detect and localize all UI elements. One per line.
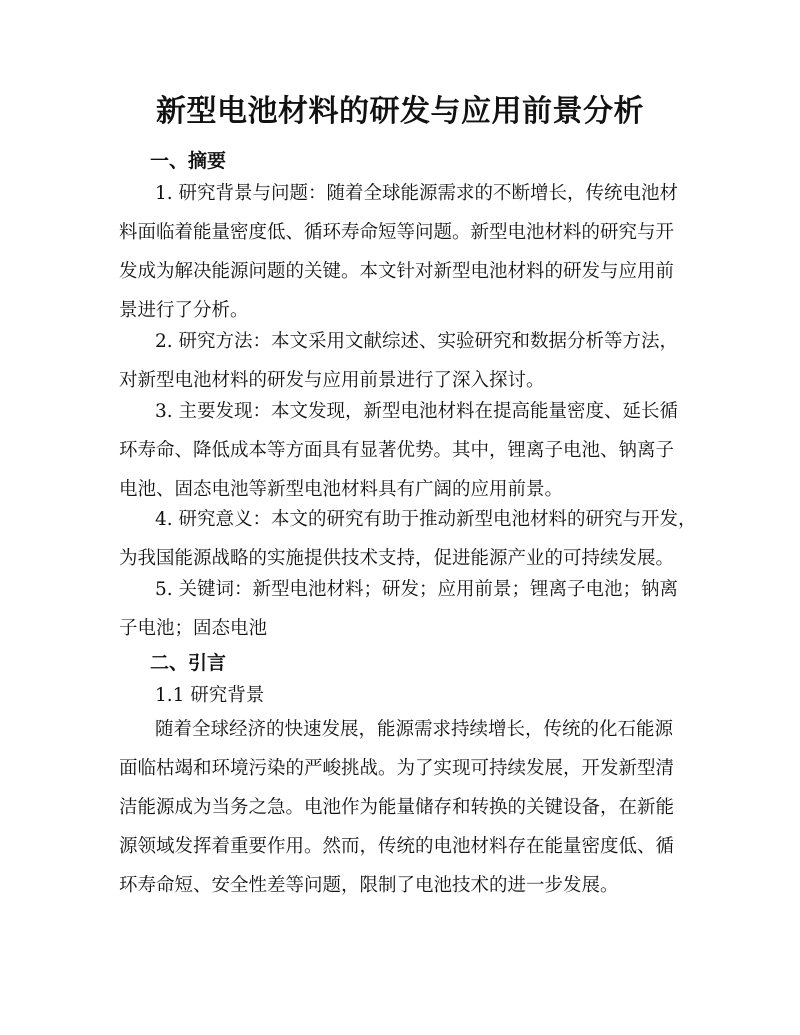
text-line: 景进行了分析。 <box>119 300 249 321</box>
text-line: 4. 研究意义：本文的研究有助于推动新型电池材料的研究与开发， <box>155 509 697 530</box>
text-line: 1. 研究背景与问题：随着全球能源需求的不断增长，传统电池材 <box>155 183 679 204</box>
abstract-paragraph-3 <box>119 392 689 509</box>
text-line: 5. 关键词：新型电池材料；研发；应用前景；锂离子电池；钠离 <box>155 579 679 600</box>
text-line: 发成为解决能源问题的关键。本文针对新型电池材料的研发与应用前 <box>119 261 675 282</box>
abstract-paragraph-2 <box>119 322 689 400</box>
text-line: 源领域发挥着重要作用。然而，传统的电池材料存在能量密度低、循 <box>119 836 675 857</box>
text-line: 2. 研究方法：本文采用文献综述、实验研究和数据分析等方法， <box>155 331 679 352</box>
text-line: 环寿命、降低成本等方面具有显著优势。其中，锂离子电池、钠离子 <box>119 440 675 461</box>
abstract-paragraph-1 <box>119 174 689 330</box>
text-line: 环寿命短、安全性差等问题，限制了电池技术的进一步发展。 <box>119 875 619 896</box>
text-line: 随着全球经济的快速发展，能源需求持续增长，传统的化石能源 <box>155 719 674 740</box>
text-line: 对新型电池材料的研发与应用前景进行了深入探讨。 <box>119 370 545 391</box>
text-line: 面临枯竭和环境污染的严峻挑战。为了实现可持续发展，开发新型清 <box>119 758 675 779</box>
abstract-paragraph-5 <box>119 570 689 648</box>
introduction-paragraph-1 <box>119 710 689 905</box>
text-line: 电池、固态电池等新型电池材料具有广阔的应用前景。 <box>119 479 564 500</box>
text-line: 为我国能源战略的实施提供技术支持，促进能源产业的可持续发展。 <box>119 548 675 569</box>
section-heading-introduction: 二、引言 <box>150 652 227 674</box>
text-line: 3. 主要发现：本文发现，新型电池材料在提高能量密度、延长循 <box>155 401 679 422</box>
text-line: 子电池；固态电池 <box>119 618 268 639</box>
document-title: 新型电池材料的研发与应用前景分析 <box>156 94 644 129</box>
text-line: 洁能源成为当务之急。电池作为能量储存和转换的关键设备，在新能 <box>119 797 675 818</box>
section-heading-abstract: 一、摘要 <box>150 150 227 172</box>
text-line: 料面临着能量密度低、循环寿命短等问题。新型电池材料的研究与开 <box>119 222 675 243</box>
abstract-paragraph-4 <box>119 500 697 578</box>
subsection-heading-background: 1.1 研究背景 <box>155 685 265 706</box>
